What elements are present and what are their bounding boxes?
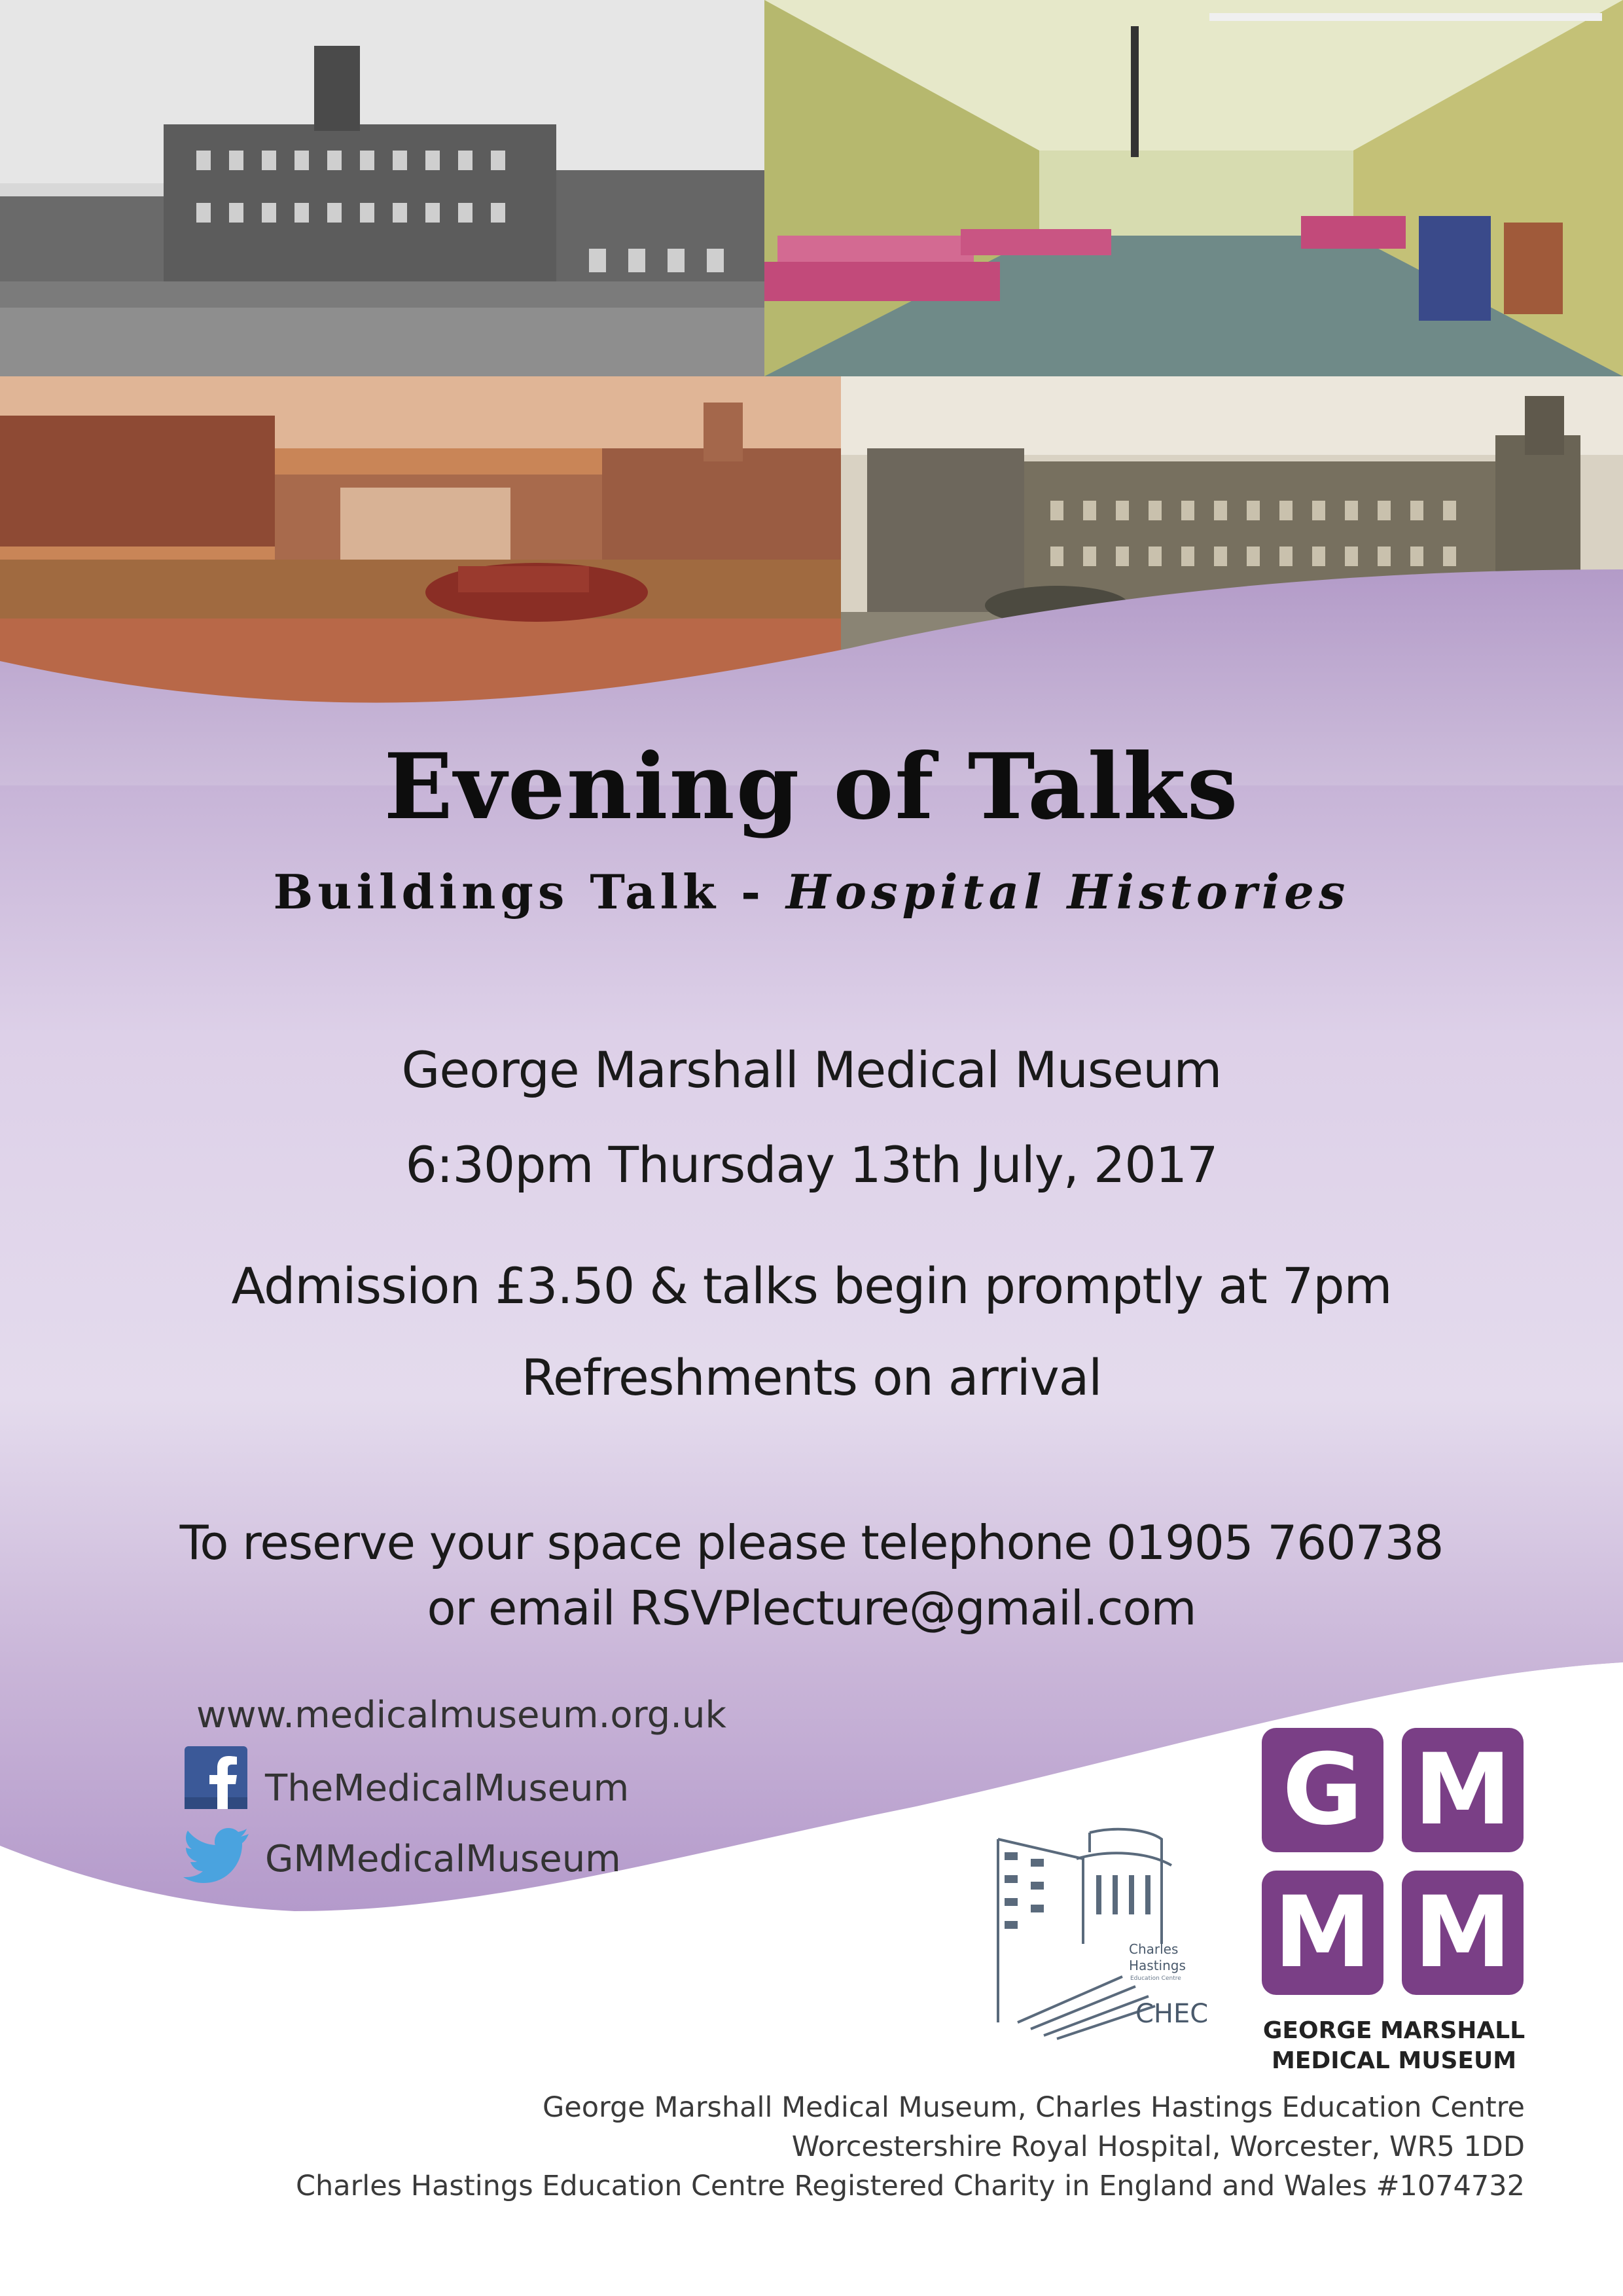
gmmm-name-line2: MEDICAL MUSEUM (1271, 2047, 1517, 2074)
event-subtitle (0, 864, 1623, 920)
chec-logo (991, 1813, 1227, 2042)
chec-name-line1: Charles (1129, 1941, 1179, 1957)
reserve-email[interactable]: or email RSVPlecture@gmail.com (427, 1581, 1196, 1636)
footer-address-line2: Worcestershire Royal Hospital, Worcester, WR5 1DD (791, 2130, 1525, 2163)
gmmm-name-line1: GEORGE MARSHALL (1262, 2017, 1525, 2044)
subtitle-main: Buildings Talk - (273, 864, 787, 920)
gmmm-tile-m1: M (1402, 1728, 1524, 1852)
event-title: Evening of Talks (383, 733, 1240, 840)
footer-address-line1: George Marshall Medical Museum, Charles Hastings Education Centre (542, 2091, 1525, 2124)
facebook-icon (185, 1746, 247, 1809)
twitter-icon (182, 1826, 250, 1886)
event-venue: George Marshall Medical Museum (401, 1041, 1222, 1099)
subtitle-italic: Hospital Histories (786, 864, 1350, 920)
website-link[interactable]: www.medicalmuseum.org.uk (196, 1694, 726, 1736)
twitter-handle[interactable]: GMMedicalMuseum (265, 1838, 621, 1880)
footer-charity-line: Charles Hastings Education Centre Registered Charity in England and Wales #1074732 (295, 2170, 1525, 2202)
gmmm-tile-g: G (1262, 1728, 1383, 1852)
chec-abbrev: CHEC (1135, 1999, 1209, 2029)
gmmm-tile-m2: M (1262, 1871, 1383, 1995)
gmmm-name (1230, 2016, 1558, 2076)
event-admission: Admission £3.50 & talks begin promptly at 7pm (231, 1257, 1392, 1315)
event-refreshments: Refreshments on arrival (521, 1348, 1102, 1407)
event-datetime: 6:30pm Thursday 13th July, 2017 (405, 1136, 1218, 1194)
chec-name-line2: Hastings (1129, 1958, 1186, 1973)
gmmm-logo (1262, 1728, 1526, 1998)
gmmm-tile-m3: M (1402, 1871, 1524, 1995)
facebook-handle[interactable]: TheMedicalMuseum (265, 1767, 630, 1810)
chec-name-line3: Education Centre (1130, 1975, 1181, 1982)
photo-wave-edge (0, 0, 1623, 785)
reserve-telephone: To reserve your space please telephone 01905 760738 (179, 1515, 1444, 1570)
